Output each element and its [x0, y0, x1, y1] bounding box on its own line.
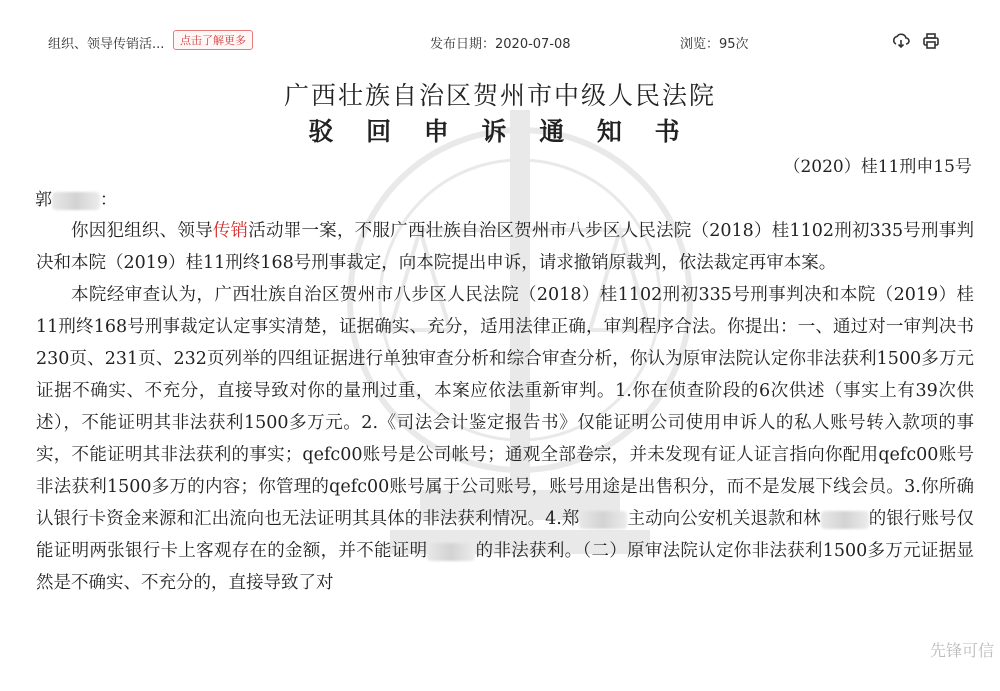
- redacted-name: [427, 543, 475, 561]
- redacted-name: [52, 192, 100, 210]
- addressee-surname: 郭: [35, 190, 52, 210]
- breadcrumb[interactable]: 组织、领导传销活...: [48, 37, 165, 52]
- paragraph-2-text-d: 的非法获利。（二）原审法院认定你非法获利1500多万元证据显然是不确实、不充分的，直接导致了对: [36, 541, 975, 593]
- publish-date: 发布日期：2020-07-08: [430, 37, 571, 52]
- paragraph-2: [36, 279, 974, 599]
- paragraph-1-text-b: 活动罪一案，不服广西壮族自治区贺州市八步区人民法院（2018）桂1102刑初335号刑事判决和本院（2019）桂11刑终168号刑事裁定，向本院提出申诉，请求撤销原裁判，依法裁定再审本案。: [36, 221, 974, 273]
- paragraph-2-text-b: 主动向公安机关退款和林: [627, 509, 821, 529]
- paragraph-1-text-a: 你因犯组织、领导: [71, 221, 213, 241]
- document-title: 驳 回 申 诉 通 知 书: [308, 117, 692, 146]
- paragraph-2-text-c: 的银行账号仅能证明两张银行卡上客观存在的金额，并不能证明: [36, 509, 974, 561]
- case-number: （2020）桂11刑申15号: [783, 157, 972, 177]
- paragraph-2-text-a: 本院经审查认为，广西壮族自治区贺州市八步区人民法院（2018）桂1102刑初335号刑事判决和本院（2019）桂11刑终168号刑事裁定认定事实清楚，证据确实、充分，适用法律正确，审判程序合法。你提出：一、通过对一审判决书230页、231页、232页列举的四组证据进行单独审查分析和综合审查分析，你认为原审法院认定你非法获利1500多万元证据不确实、不充分，直接导致对你的量刑过重，本案应依法重新审判。1.你在侦查阶段的6次供述（事实上有39次供述），不能证明其非法获利1500多万元。2.《司法会计鉴定报告书》仅能证明公司使用申诉人的私人账号转入款项的事实，不能证明其非法获利的事实；qefc00账号是公司帐号；通观全部卷宗，并未发现有证人证言指向你配用qefc00账号非法获利1500多万的内容；你管理的qefc00账号属于公司账号，账号用途是出售积分，而不是发展下线会员。3.你所确认银行卡资金来源和汇出流向也无法证明其具体的非法获利情况。4.郑: [36, 285, 974, 529]
- wechat-watermark: 先锋可信: [929, 641, 994, 660]
- print-icon[interactable]: [920, 30, 942, 52]
- download-icon[interactable]: [890, 30, 912, 52]
- redacted-name: [821, 511, 869, 529]
- court-name: 广西壮族自治区贺州市中级人民法院: [283, 81, 716, 110]
- notice-body: [36, 215, 974, 599]
- redacted-name: [579, 511, 627, 529]
- highlighted-keyword-link[interactable]: 传销: [212, 221, 249, 241]
- view-count: 浏览：95次: [680, 37, 749, 52]
- paragraph-1: [36, 215, 974, 279]
- addressee: [35, 185, 117, 210]
- learn-more-tag[interactable]: 点击了解更多: [173, 30, 253, 50]
- addressee-colon: ：: [100, 190, 117, 210]
- rejection-notice-document: [0, 70, 1000, 691]
- article-meta-bar: [0, 0, 1000, 70]
